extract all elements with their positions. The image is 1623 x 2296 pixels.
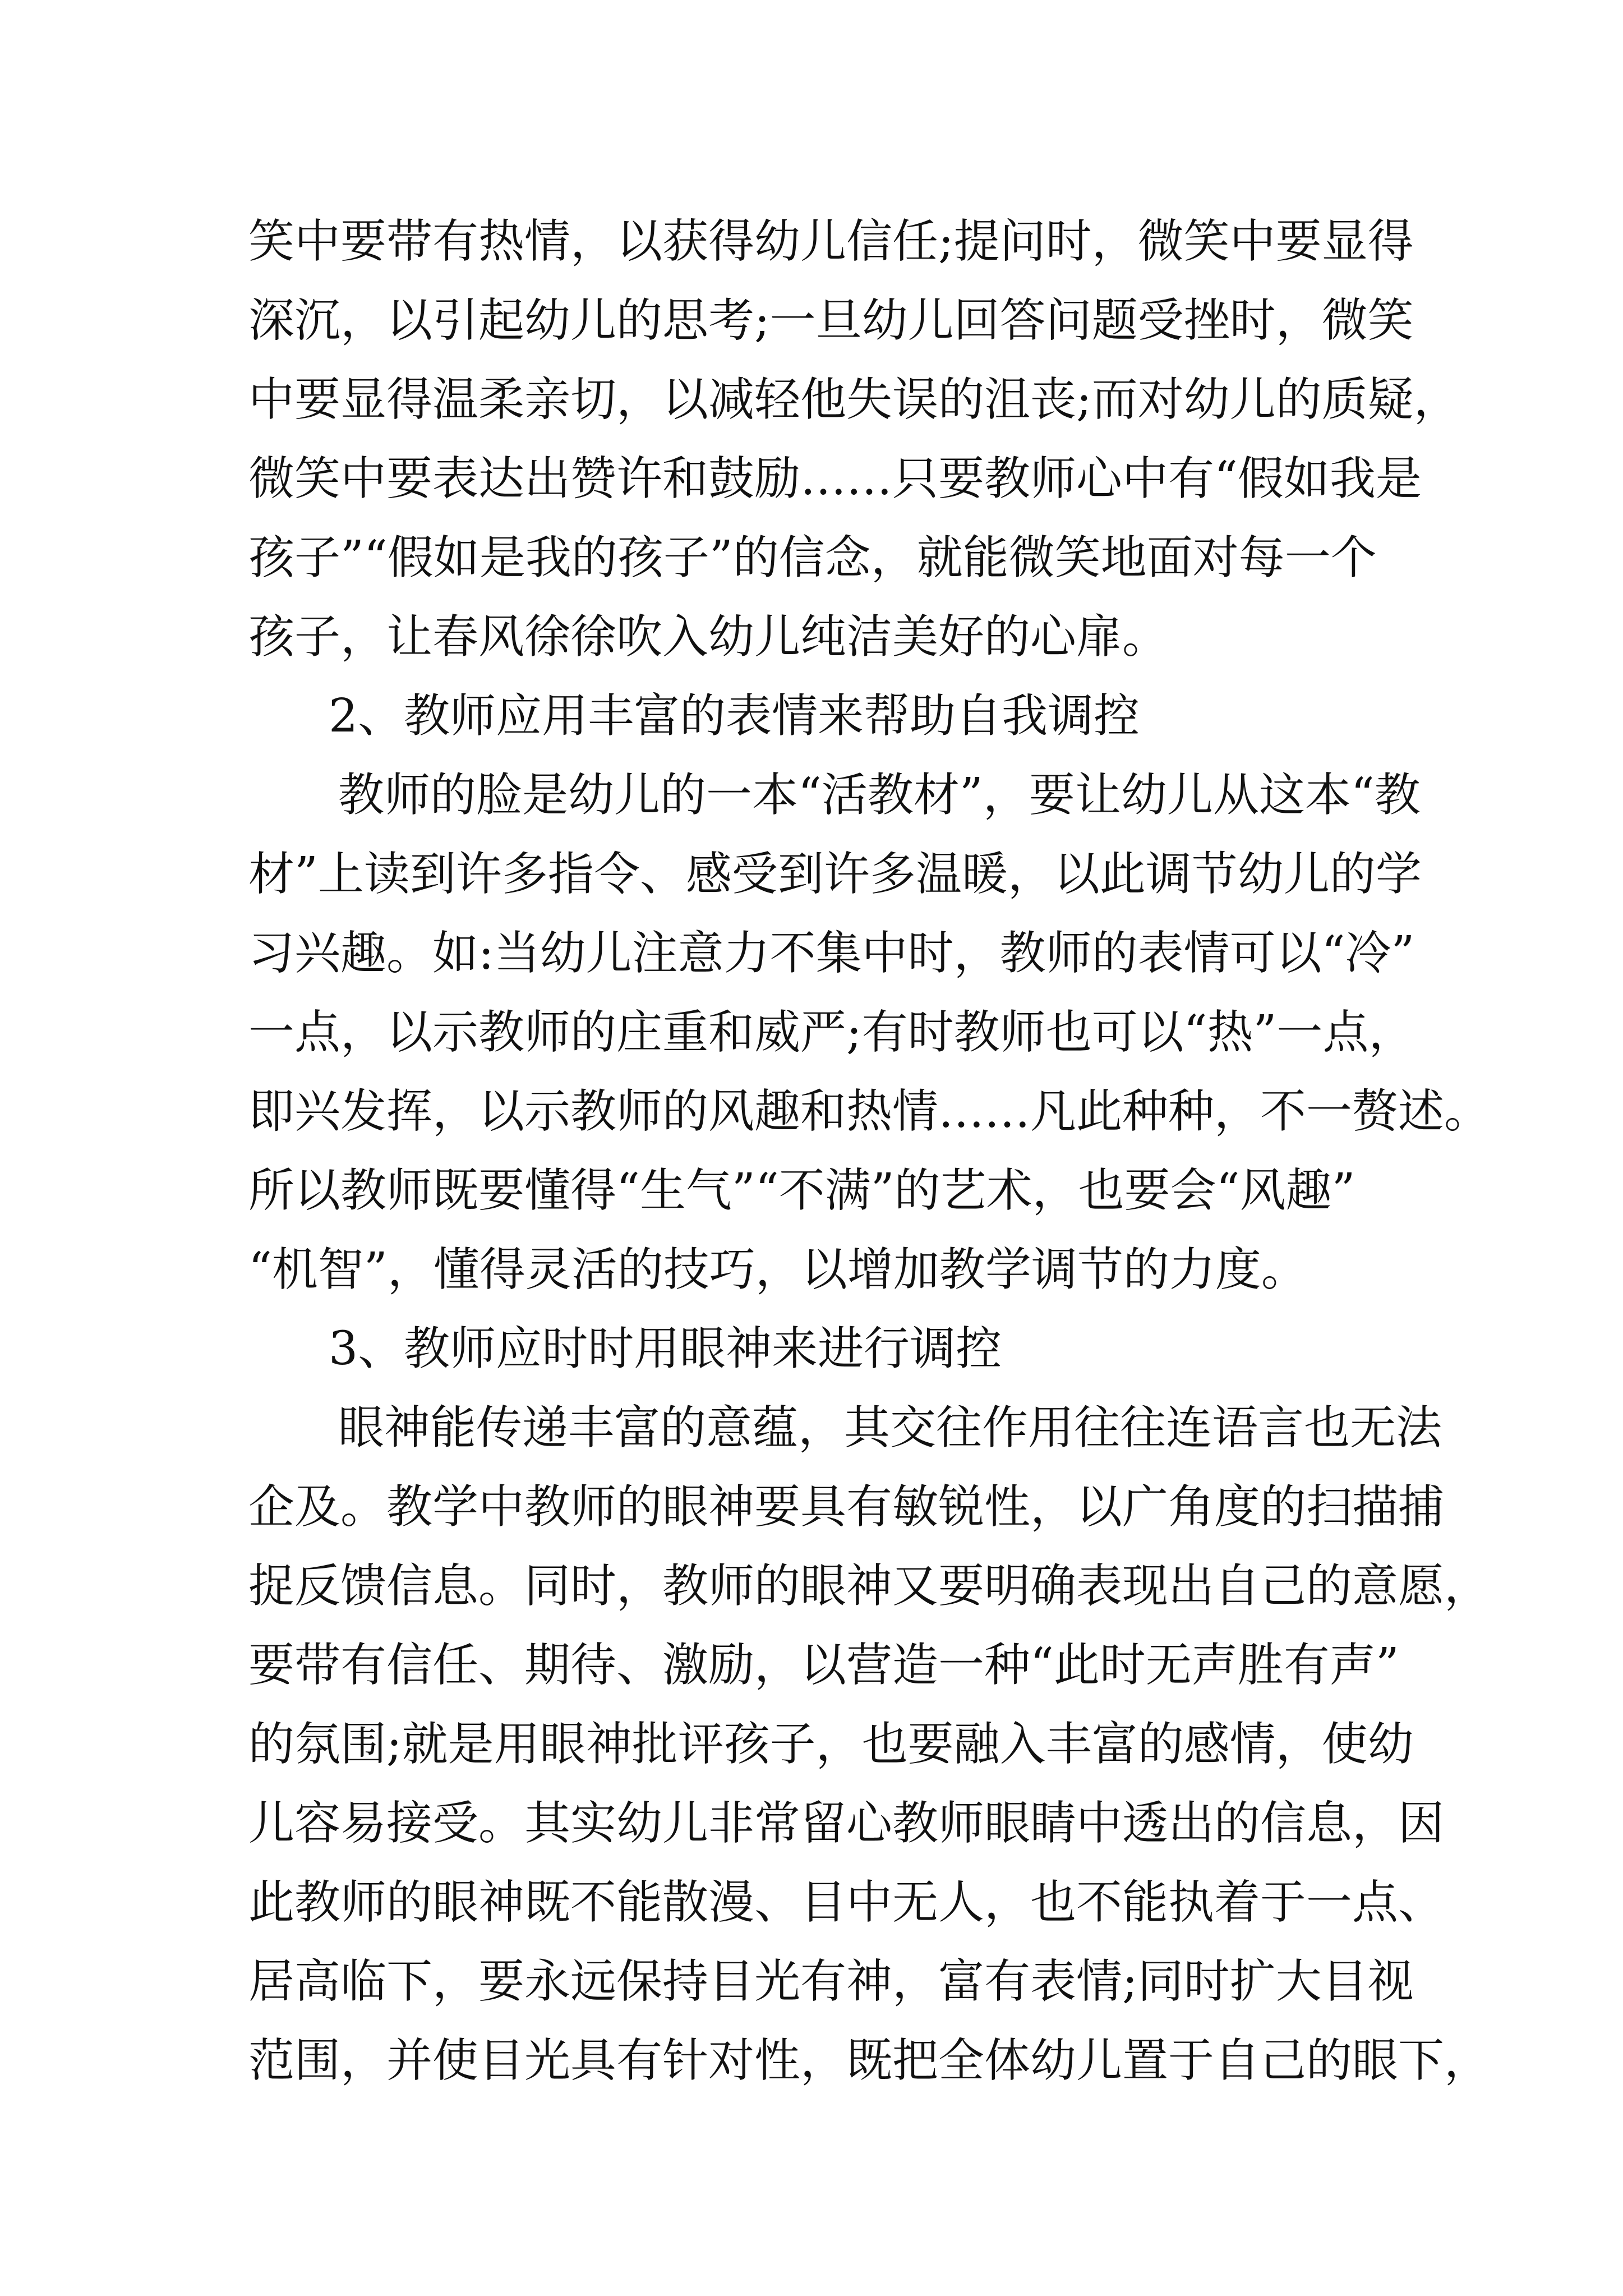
text-line: 微笑中要表达出赞许和鼓励……只要教师心中有“假如我是	[248, 452, 1422, 505]
section-heading: 2、教师应用丰富的表情来帮助自我调控	[329, 689, 1140, 743]
paragraph-first-line: 教师的脸是幼儿的一本“活教材”，要让幼儿从这本“教	[338, 769, 1421, 822]
text-line: 的氛围;就是用眼神批评孩子，也要融入丰富的感情，使幼	[248, 1718, 1414, 1771]
text-line: 深沉，以引起幼儿的思考;一旦幼儿回答问题受挫时，微笑	[248, 294, 1414, 347]
text-line: 要带有信任、期待、激励，以营造一种“此时无声胜有声”	[248, 1639, 1399, 1692]
text-line: 企及。教学中教师的眼神要具有敏锐性，以广角度的扫描捕	[248, 1480, 1445, 1534]
section-heading: 3、教师应时时用眼神来进行调控	[329, 1322, 1002, 1375]
text-line: 即兴发挥，以示教师的风趣和热情……凡此种种，不一赘述。	[248, 1085, 1491, 1138]
text-line: “机智”，懂得灵活的技巧，以增加教学调节的力度。	[248, 1243, 1307, 1296]
text-line: 居高临下，要永远保持目光有神，富有表情;同时扩大目视	[248, 1955, 1414, 2008]
text-line: 材”上读到许多指令、感受到许多温暖，以此调节幼儿的学	[248, 848, 1422, 901]
text-line: 中要显得温柔亲切，以减轻他失误的沮丧;而对幼儿的质疑，	[248, 373, 1460, 426]
text-line: 儿容易接受。其实幼儿非常留心教师眼睛中透出的信息，因	[248, 1797, 1445, 1850]
text-line: 孩子，让春风徐徐吹入幼儿纯洁美好的心扉。	[248, 610, 1169, 664]
text-line: 一点，以示教师的庄重和威严;有时教师也可以“热”一点，	[248, 1006, 1415, 1059]
text-line: 孩子”“假如是我的孩子”的信念，就能微笑地面对每一个	[248, 531, 1377, 585]
text-line: 习兴趣。如:当幼儿注意力不集中时，教师的表情可以“冷”	[248, 927, 1415, 980]
text-line: 此教师的眼神既不能散漫、目中无人，也不能执着于一点、	[248, 1876, 1445, 1929]
body-text	[248, 202, 1491, 2100]
text-line: 笑中要带有热情，以获得幼儿信任;提问时，微笑中要显得	[248, 215, 1414, 268]
text-line: 所以教师既要懂得“生气”“不满”的艺术，也要会“风趣”	[248, 1164, 1355, 1217]
text-line: 捉反馈信息。同时，教师的眼神又要明确表现出自己的意愿，	[248, 1559, 1491, 1613]
text-line: 范围，并使目光具有针对性，既把全体幼儿置于自己的眼下，	[248, 2034, 1491, 2087]
paragraph-first-line: 眼神能传递丰富的意蕴，其交往作用往往连语言也无法	[338, 1401, 1442, 1455]
